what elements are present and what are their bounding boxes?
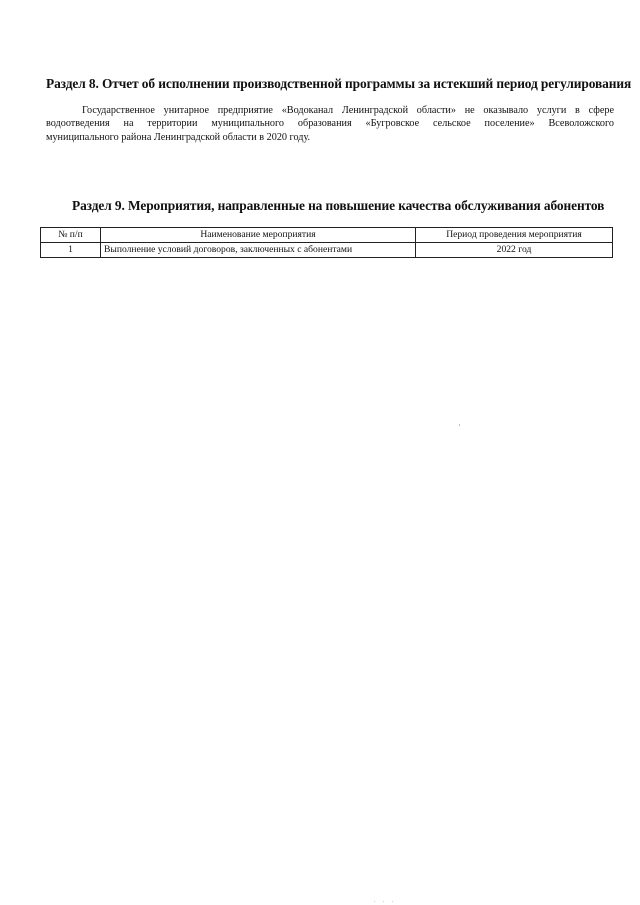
table-header-row (41, 228, 613, 243)
paragraph-line: водоотведения на территории муниципального образования «Бугровское сельское поселение» Всеволожского (46, 118, 614, 130)
section-8-paragraph (46, 104, 614, 144)
column-header-name: Наименование мероприятия (101, 228, 416, 243)
footer-marks: . . . (374, 898, 397, 904)
cell-period: 2022 год (416, 243, 613, 258)
measures-table (40, 227, 613, 258)
section-8-title: Раздел 8. Отчет об исполнении производственной программы за истекший период регулирования (46, 76, 632, 91)
table-row (41, 243, 613, 258)
paragraph-line: муниципального района Ленинградской области в 2020 году. (46, 131, 311, 143)
scan-speck (459, 424, 460, 426)
paragraph-line: Государственное унитарное предприятие «Водоканал Ленинградской области» не оказывало услуги в сфере (82, 105, 614, 116)
column-header-period: Период проведения мероприятия (416, 228, 613, 243)
cell-name: Выполнение условий договоров, заключенных с абонентами (101, 243, 416, 258)
column-header-number: № п/п (41, 228, 101, 243)
cell-number: 1 (41, 243, 101, 258)
section-9-title: Раздел 9. Мероприятия, направленные на повышение качества обслуживания абонентов (72, 198, 605, 213)
